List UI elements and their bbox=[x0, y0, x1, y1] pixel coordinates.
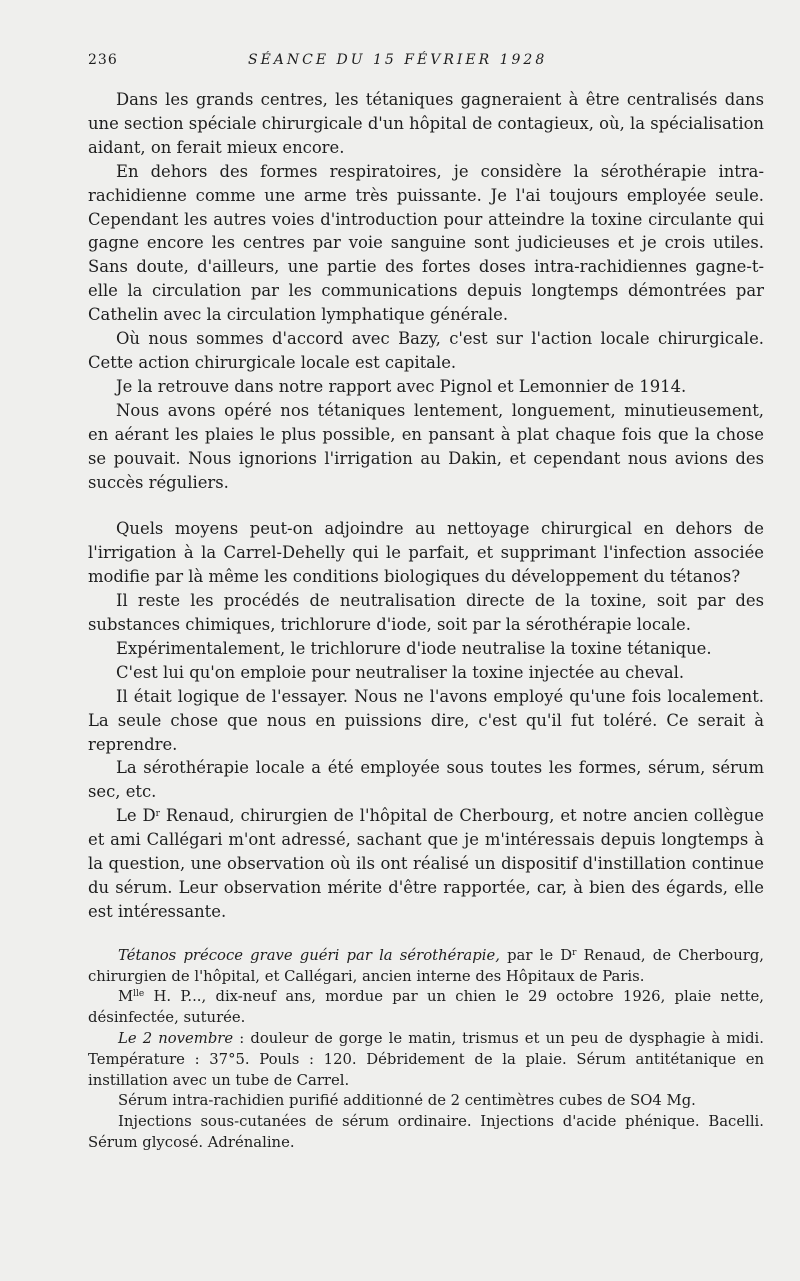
running-title: SÉANCE DU 15 FÉVRIER 1928 bbox=[248, 52, 548, 68]
text-run: Le D bbox=[116, 806, 156, 826]
superscript: lle bbox=[133, 989, 145, 1000]
paragraph: Quels moyens peut-on adjoindre au nettoyage chirurgical en dehors de l'irrigation à la Carrel-Dehelly qui le parfait, et supprimant l'infection associée modifie par là même les conditions biologiques du développement du tétanos? bbox=[88, 519, 764, 587]
observation-title-italic: Tétanos précoce grave guéri par la sérothérapie, bbox=[118, 946, 500, 964]
text-run: H. P..., dix-neuf ans, mordue par un chien le 29 octobre 1926, plaie nette, désinfectée, suturée. bbox=[88, 988, 764, 1027]
paragraph bbox=[88, 804, 764, 924]
text-run: Renaud, chirurgien de l'hôpital de Cherbourg, et notre ancien collègue et ami Callégari m'ont adressé, sachant que je m'intéressais depuis longtemps à la question, une observation où ils ont réalisé un dispositif d'instillation continue du sérum. Leur observation mérite d'être rapportée, car, à bien des égards, elle est intéressante. bbox=[88, 806, 764, 921]
paragraph: En dehors des formes respiratoires, je considère la sérothérapie intra-rachidienne comme une arme très puissante. Je l'ai toujours employée seule. Cependant les autres voies d'introduction pour atteindre la toxine circulante qui gagne encore les centres par voie sanguine sont judicieuses et je crois utiles. Sans doute, d'ailleurs, une partie des fortes doses intra-rachidiennes gagne-t-elle la circulation par les communications depuis longtemps démontrées par Cathelin avec la circulation lymphatique générale. bbox=[88, 161, 764, 325]
paragraph: Dans les grands centres, les tétaniques gagneraient à être centralisés dans une section spéciale chirurgicale d'un hôpital de contagieux, où, la spécialisation aidant, on ferait mieux encore. bbox=[88, 90, 764, 157]
observation-patient bbox=[88, 987, 764, 1029]
paragraph: La sérothérapie locale a été employée sous toutes les formes, sérum, sérum sec, etc. bbox=[88, 758, 764, 802]
paragraph: Nous avons opéré nos tétaniques lentement, longuement, minutieusement, en aérant les plaies le plus possible, en pansant à plat chaque fois que la chose se pouvait. Nous ignorions l'irrigation au Dakin, et cependant nous avions des succès réguliers. bbox=[88, 400, 764, 492]
paragraph: Il était logique de l'essayer. Nous ne l'avons employé qu'une fois localement. La seule chose que nous en puissions dire, c'est qu'il fut toléré. Ce serait à reprendre. bbox=[88, 686, 764, 754]
text-run: : douleur de gorge le matin, trismus et un peu de dysphagie à midi. Température : 37°5. Pouls : 120. Débridement de la plaie. Sérum antitétanique en instillation avec un tube de Carrel. bbox=[88, 1030, 764, 1089]
observation-date: Le 2 novembre bbox=[118, 1030, 234, 1047]
paragraph: Où nous sommes d'accord avec Bazy, c'est sur l'action locale chirurgicale. Cette action chirurgicale locale est capitale. bbox=[88, 329, 764, 372]
paragraph: C'est lui qu'on emploie pour neutraliser la toxine injectée au cheval. bbox=[116, 662, 685, 682]
superscript: r bbox=[572, 947, 577, 958]
page-number: 236 bbox=[88, 52, 118, 68]
superscript: r bbox=[155, 809, 160, 820]
paragraph: Expérimentalement, le trichlorure d'iode neutralise la toxine tétanique. bbox=[116, 638, 712, 658]
text-run: M bbox=[118, 988, 134, 1006]
paragraph: Je la retrouve dans notre rapport avec Pignol et Lemonnier de 1914. bbox=[116, 376, 687, 396]
observation-title bbox=[88, 946, 764, 988]
text-run: Renaud, de Cherbourg, chirurgien de l'hôpital, et Callégari, ancien interne des Hôpitaux de Paris. bbox=[88, 946, 764, 985]
text-run: par le D bbox=[499, 946, 573, 964]
paragraph: Il reste les procédés de neutralisation directe de la toxine, soit par des substances chimiques, trichlorure d'iode, soit par la sérothérapie locale. bbox=[88, 591, 764, 635]
paragraph-gap bbox=[88, 494, 764, 517]
observation-section bbox=[88, 946, 764, 1154]
observation-line: Injections sous-cutanées de sérum ordinaire. Injections d'acide phénique. Bacelli. Sérum glycosé. Adrénaline. bbox=[88, 1113, 764, 1151]
main-text bbox=[88, 88, 764, 924]
observation-line: Sérum intra-rachidien purifié additionné de 2 centimètres cubes de SO4 Mg. bbox=[118, 1092, 696, 1110]
page-header bbox=[88, 52, 764, 74]
observation-day bbox=[88, 1029, 764, 1091]
